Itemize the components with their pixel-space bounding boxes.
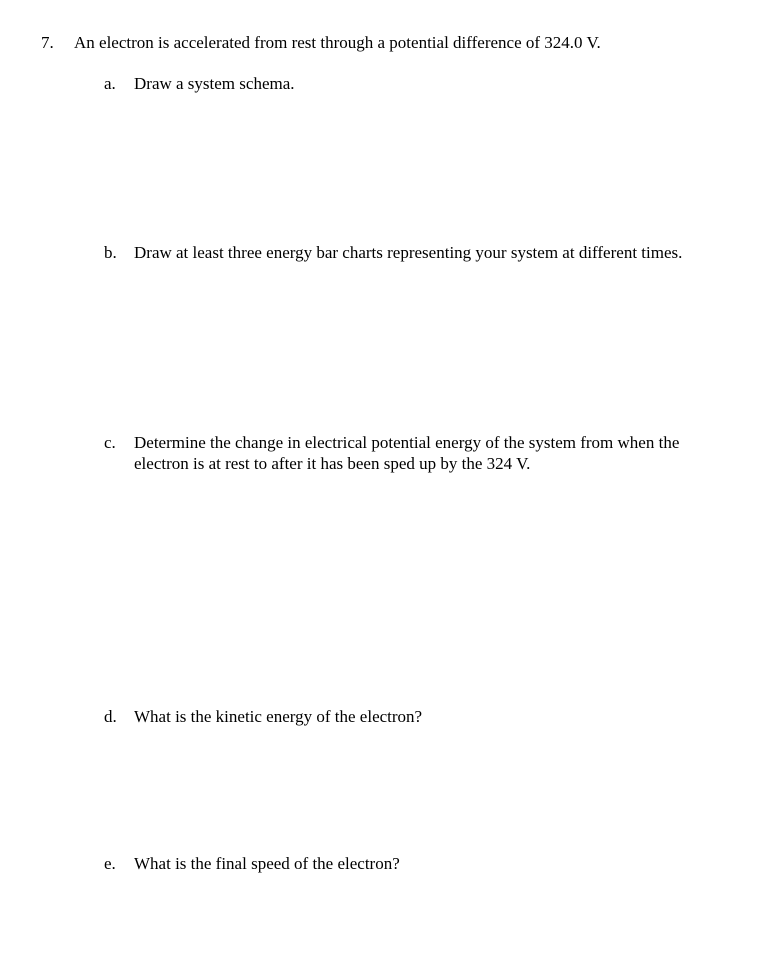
part-c-label: c. — [104, 433, 116, 452]
part-d-label: d. — [104, 707, 117, 726]
part-c-text: Determine the change in electrical potential energy of the system from when the electron is at rest to after it has been sped up by the 324 V. — [134, 433, 680, 473]
part-a-text: Draw a system schema. — [134, 74, 295, 93]
part-e-label: e. — [104, 854, 116, 873]
part-b-label: b. — [104, 243, 117, 262]
part-d-text: What is the kinetic energy of the electron? — [134, 707, 423, 726]
question-stem: An electron is accelerated from rest through a potential difference of 324.0 V. — [74, 33, 601, 52]
part-a-label: a. — [104, 74, 116, 93]
part-e-text: What is the final speed of the electron? — [134, 854, 400, 873]
question-number: 7. — [41, 33, 54, 52]
part-b-text: Draw at least three energy bar charts representing your system at different times. — [134, 243, 683, 262]
